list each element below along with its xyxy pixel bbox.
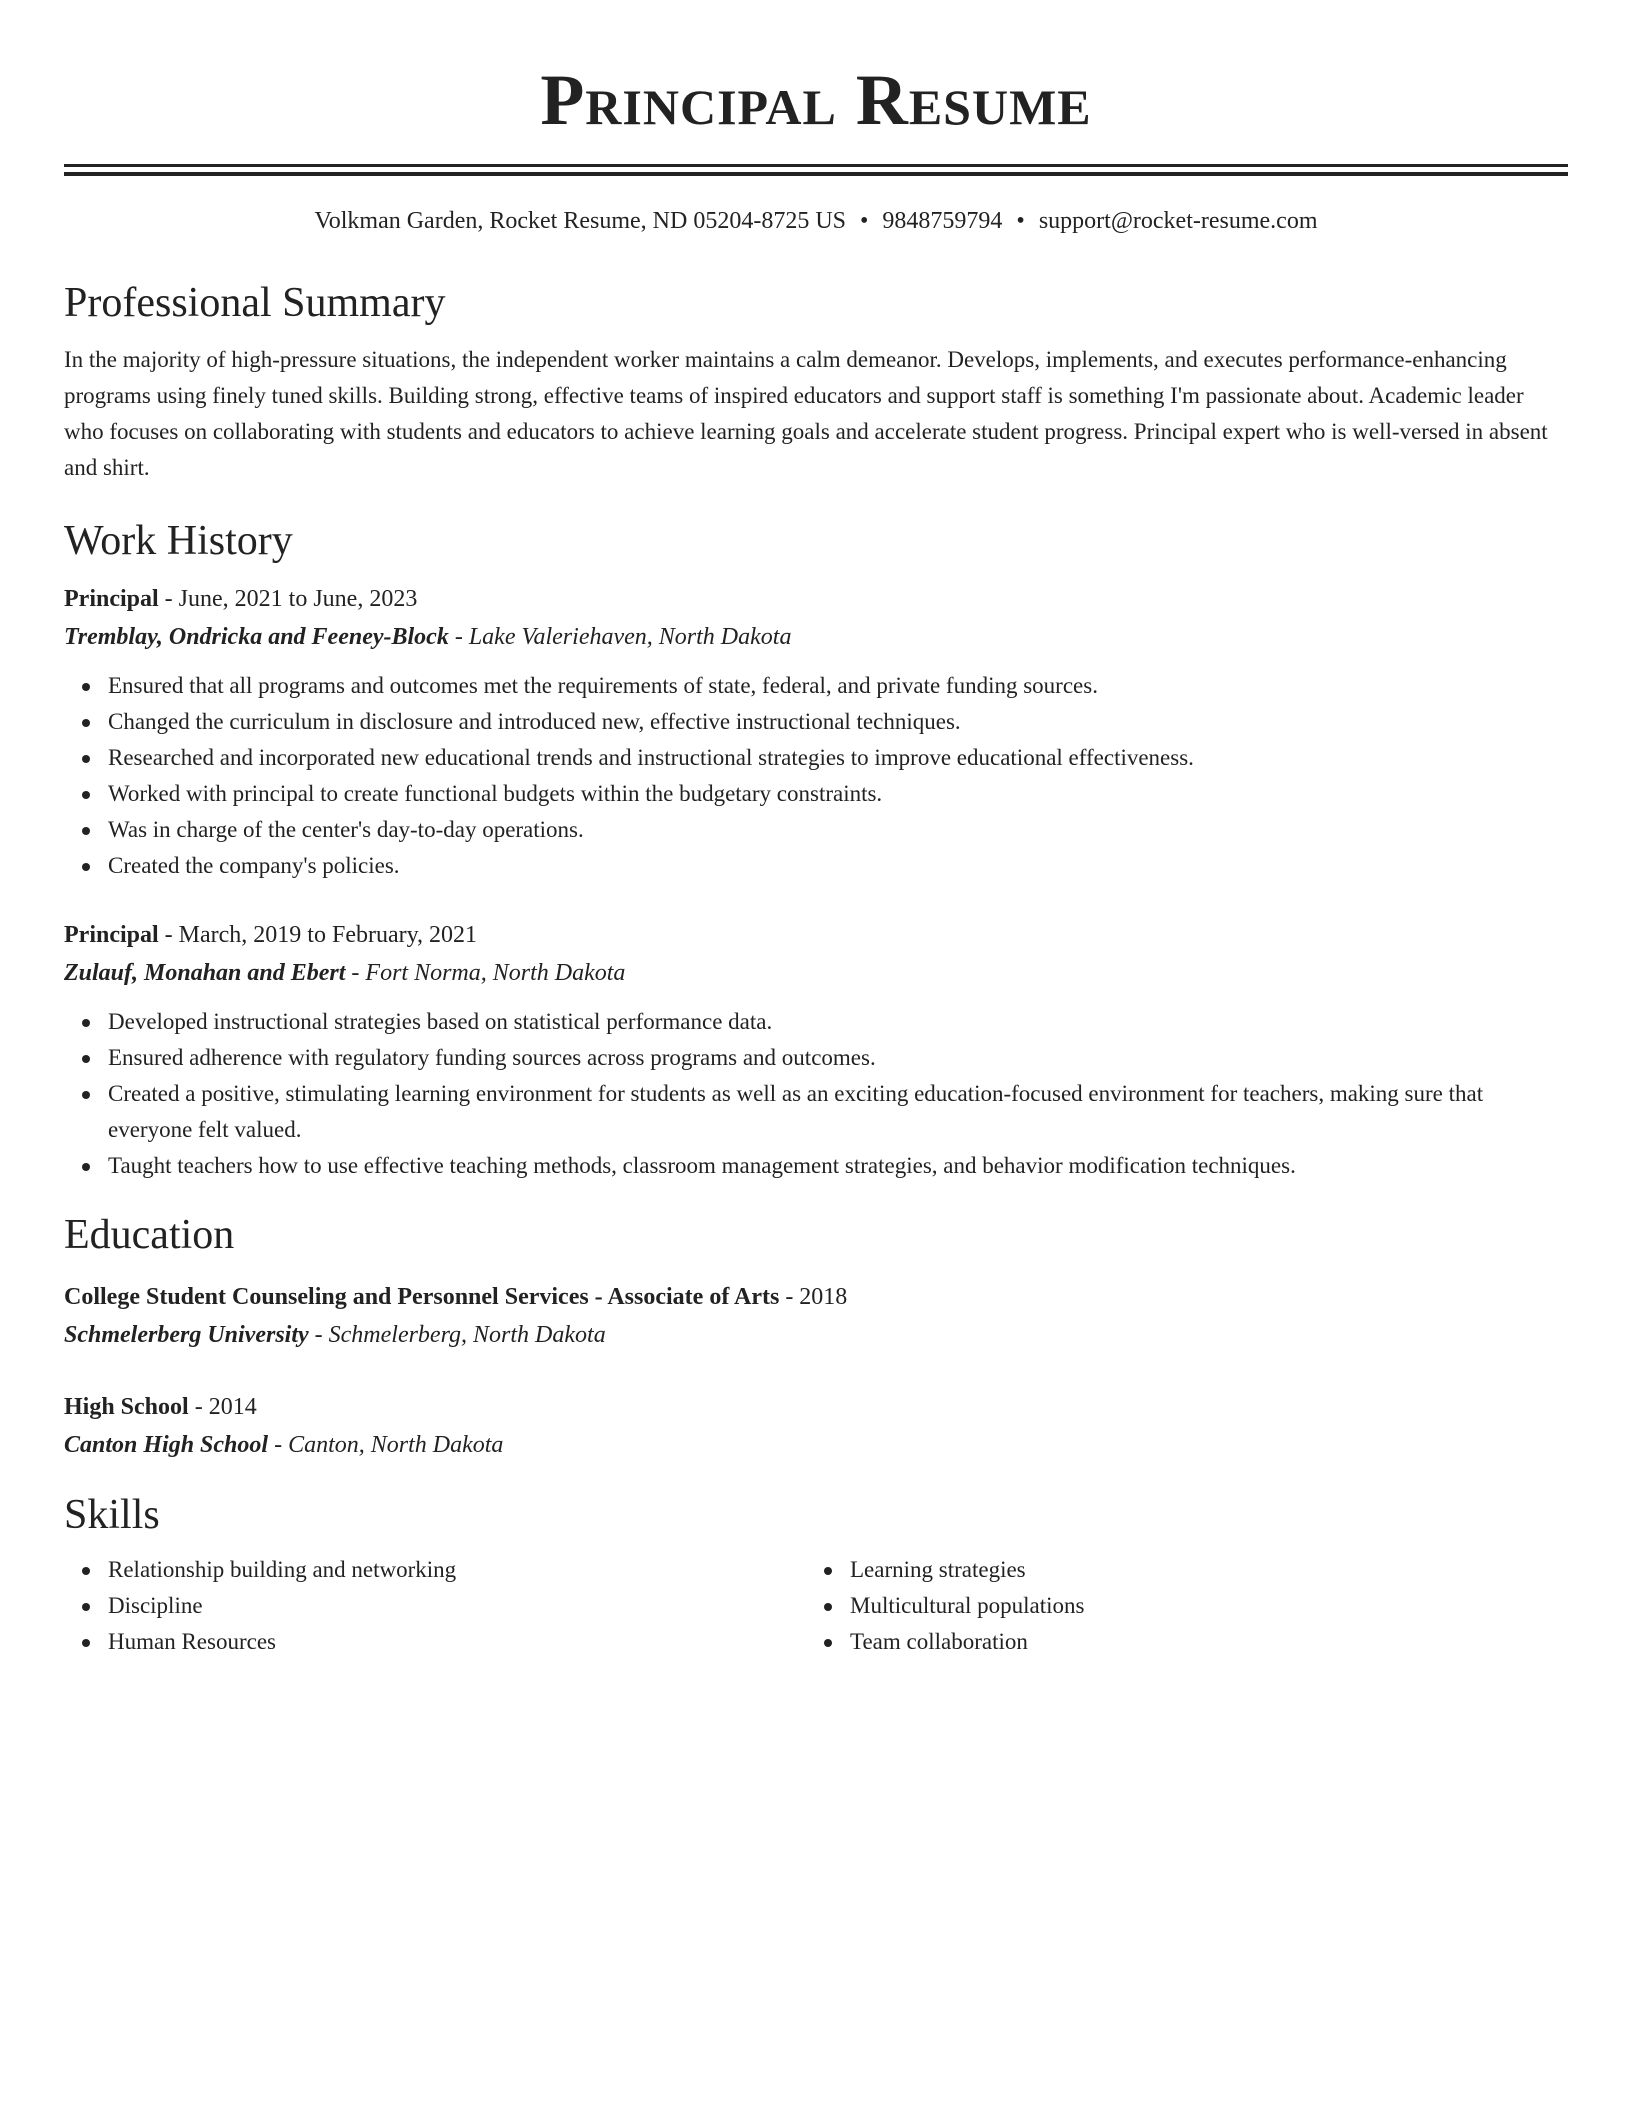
education-degree-line: [64, 1388, 1568, 1426]
education-school: Canton High School: [64, 1432, 269, 1458]
skills-column-right: [806, 1552, 1548, 1660]
page-title: Principal Resume: [540, 60, 1092, 140]
summary-heading: Professional Summary: [64, 280, 446, 326]
job-company: Zulauf, Monahan and Ebert: [64, 960, 346, 986]
contact-separator: •: [860, 208, 869, 234]
contact-line: [64, 206, 1568, 236]
skill-item: Multicultural populations: [850, 1588, 1548, 1624]
job-dates: - March, 2019 to February, 2021: [158, 922, 478, 948]
job-company-line: [64, 954, 1568, 992]
job-entry: [64, 580, 1568, 884]
job-bullet: Was in charge of the center's day-to-day operations.: [108, 812, 1568, 848]
skill-item: Relationship building and networking: [108, 1552, 806, 1588]
job-title: Principal: [64, 922, 159, 948]
job-bullet: Ensured that all programs and outcomes met the requirements of state, federal, and private funding sources.: [108, 668, 1568, 704]
education-year: - 2018: [779, 1284, 848, 1310]
skills-column-left: [64, 1552, 806, 1660]
job-bullet: Changed the curriculum in disclosure and introduced new, effective instructional techniques.: [108, 704, 1568, 740]
job-company: Tremblay, Ondricka and Feeney-Block: [64, 624, 449, 650]
skill-item: Discipline: [108, 1588, 806, 1624]
job-entry: [64, 916, 1568, 1184]
education-school: Schmelerberg University: [64, 1322, 309, 1348]
contact-separator: •: [1016, 208, 1025, 234]
job-bullet: Worked with principal to create functional budgets within the budgetary constraints.: [108, 776, 1568, 812]
education-entry: [64, 1388, 1568, 1464]
job-location: - Fort Norma, North Dakota: [345, 960, 626, 986]
job-bullet: Taught teachers how to use effective teaching methods, classroom management strategies, and behavior modification techniques.: [108, 1148, 1568, 1184]
job-title-line: [64, 580, 1568, 618]
education-degree-line: [64, 1278, 1568, 1316]
contact-email: support@rocket-resume.com: [1038, 208, 1318, 234]
job-location: - Lake Valeriehaven, North Dakota: [448, 624, 792, 650]
job-bullet: Created a positive, stimulating learning environment for students as well as an exciting education-focused environment for teachers, making sure that everyone felt valued.: [108, 1076, 1568, 1148]
education-location: - Canton, North Dakota: [268, 1432, 504, 1458]
job-bullet: Researched and incorporated new educational trends and instructional strategies to improve educational effectiveness.: [108, 740, 1568, 776]
job-dates: - June, 2021 to June, 2023: [158, 586, 418, 612]
summary-text: In the majority of high-pressure situations, the independent worker maintains a calm demeanor. Develops, implements, and executes performance-enhancing programs using finely tuned skills. Building strong, effective teams of inspired educators and support staff is something I'm passionate about. Academic leader who focuses on collaborating with students and educators to achieve learning goals and accelerate student progress. Principal expert who is well-versed in absent and shirt.: [64, 347, 1548, 480]
education-year: - 2014: [188, 1394, 257, 1420]
contact-address: Volkman Garden, Rocket Resume, ND 05204-8725 US: [314, 208, 846, 234]
education-entry: [64, 1278, 1568, 1354]
job-title: Principal: [64, 586, 159, 612]
skill-item: Team collaboration: [850, 1624, 1548, 1660]
job-bullet-list: [64, 668, 1568, 884]
education-degree: College Student Counseling and Personnel Services - Associate of Arts: [64, 1284, 780, 1310]
skill-item: Human Resources: [108, 1624, 806, 1660]
title-divider-top: [64, 164, 1568, 167]
work-history-heading: Work History: [64, 518, 293, 564]
job-bullet-list: [64, 1004, 1568, 1184]
skill-item: Learning strategies: [850, 1552, 1548, 1588]
education-school-line: [64, 1316, 1568, 1354]
education-location: - Schmelerberg, North Dakota: [308, 1322, 606, 1348]
job-bullet: Ensured adherence with regulatory funding sources across programs and outcomes.: [108, 1040, 1568, 1076]
job-company-line: [64, 618, 1568, 656]
education-school-line: [64, 1426, 1568, 1464]
education-heading: Education: [64, 1212, 235, 1258]
job-title-line: [64, 916, 1568, 954]
job-bullet: Created the company's policies.: [108, 848, 1568, 884]
education-degree: High School: [64, 1394, 189, 1420]
skills-grid: [64, 1552, 1568, 1660]
title-divider-bottom: [64, 172, 1568, 176]
job-bullet: Developed instructional strategies based on statistical performance data.: [108, 1004, 1568, 1040]
skills-heading: Skills: [64, 1492, 160, 1538]
contact-phone: 9848759794: [882, 208, 1003, 234]
